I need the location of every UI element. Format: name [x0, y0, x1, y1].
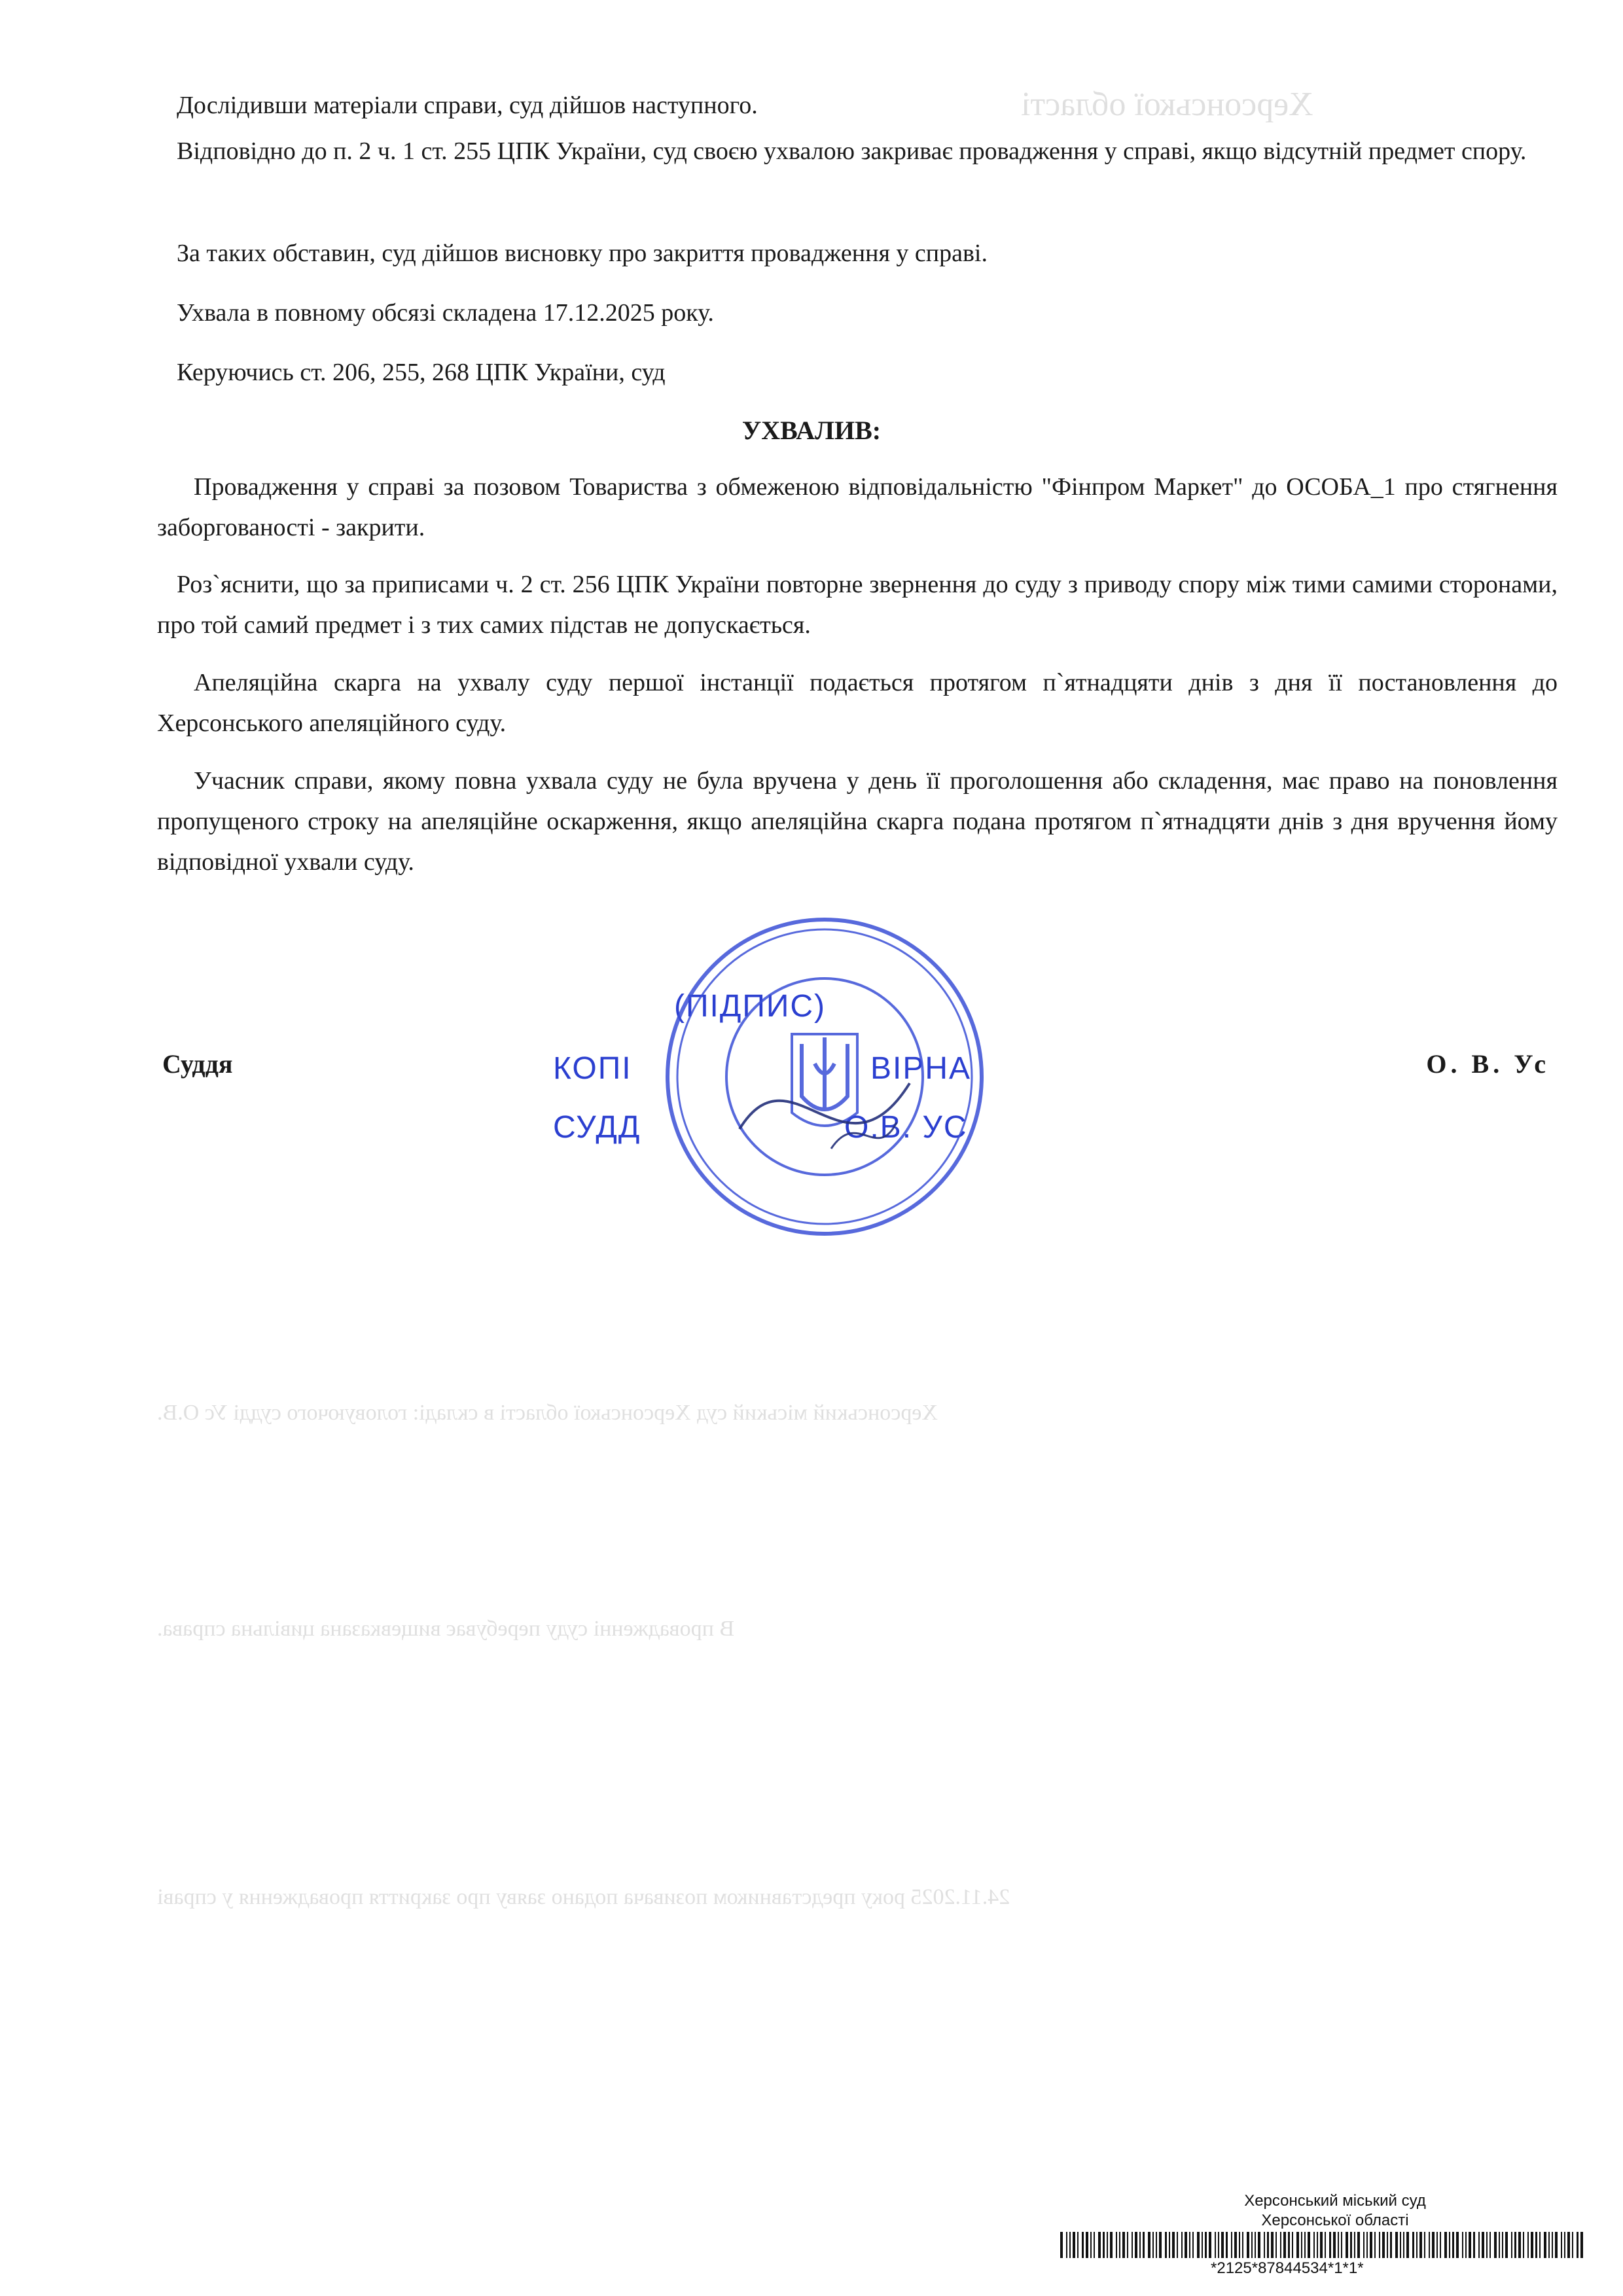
- stamp-copy-label: КОПІ: [553, 1051, 632, 1086]
- paragraph-legal-basis: Відповідно до п. 2 ч. 1 ст. 255 ЦПК України, суд своєю ухвалою закриває провадження у справі, якщо відсутній предмет спору.: [177, 137, 1527, 165]
- stamp-judge-label: СУДД: [553, 1110, 641, 1145]
- paragraph-guided-by: Керуючись ст. 206, 255, 268 ЦПК України, суд: [177, 359, 666, 386]
- footer-court-name: [1165, 2191, 1505, 2231]
- bleed-through-text-2: В провадженні суду перебуває вищевказана цивільна справа.: [157, 1617, 735, 1641]
- paragraph-conclusion: За таких обставин, суд дійшов висновку про закриття провадження у справі.: [177, 240, 988, 267]
- bleed-through-header: Херсонської області: [1021, 86, 1313, 123]
- seal-trident-icon: [802, 1037, 847, 1109]
- decision-close-proceedings: Провадження у справі за позовом Товариства з обмеженою відповідальністю "Фінпром Маркет" до ОСОБА_1 про стягнення заборгованості - закрити.: [157, 473, 1558, 541]
- decision-heading: УХВАЛИВ:: [741, 416, 882, 445]
- bleed-through-text-1: Херсонський міський суд Херсонської області в складі: головуючого судді Ус О.В.: [157, 1401, 938, 1425]
- decision-explanation: Роз`яснити, що за приписами ч. 2 ст. 256 ЦПК України повторне звернення до суду з приводу спору між тими самими сторонами, про той самий предмет і з тих самих підстав не допускається.: [157, 571, 1558, 639]
- paragraph-findings: Дослідивши матеріали справи, суд дійшов наступного.: [177, 92, 758, 119]
- stamp-true-label: ВІРНА: [870, 1051, 972, 1086]
- judge-name: О. В. Ус: [1426, 1049, 1550, 1079]
- bleed-through-text-3: 24.11.2025 року представником позивача подано заяву про закриття провадження у справі: [157, 1885, 1010, 1909]
- stamp-signature-mark: (ПІДПИС): [674, 989, 826, 1024]
- court-seal: [661, 913, 988, 1240]
- decision-renewal-right: Учасник справи, якому повна ухвала суду не була вручена у день її проголошення або складення, має право на поновлення пропущеного строку на апеляційне оскарження, якщо апеляційна скарга подана протягом п`ятнадцяти днів з дня вручення йому відповідної ухвали суду.: [157, 767, 1558, 876]
- paragraph-full-text-date: Ухвала в повному обсязі складена 17.12.2025 року.: [177, 299, 714, 327]
- footer-court-line1: Херсонський міський суд: [1244, 2192, 1426, 2210]
- decision-appeal: Апеляційна скарга на ухвалу суду першої інстанції подається протягом п`ятнадцяти днів з дня її постановлення до Херсонського апеляційного суду.: [157, 669, 1558, 737]
- judge-role-label: Суддя: [162, 1049, 233, 1079]
- stamp-judge-name: О.В. УС: [844, 1110, 968, 1145]
- footer-court-line2: Херсонської області: [1261, 2212, 1409, 2229]
- barcode-number: *2125*87844534*1*1*: [1211, 2259, 1364, 2277]
- barcode-graphic: [1060, 2232, 1584, 2258]
